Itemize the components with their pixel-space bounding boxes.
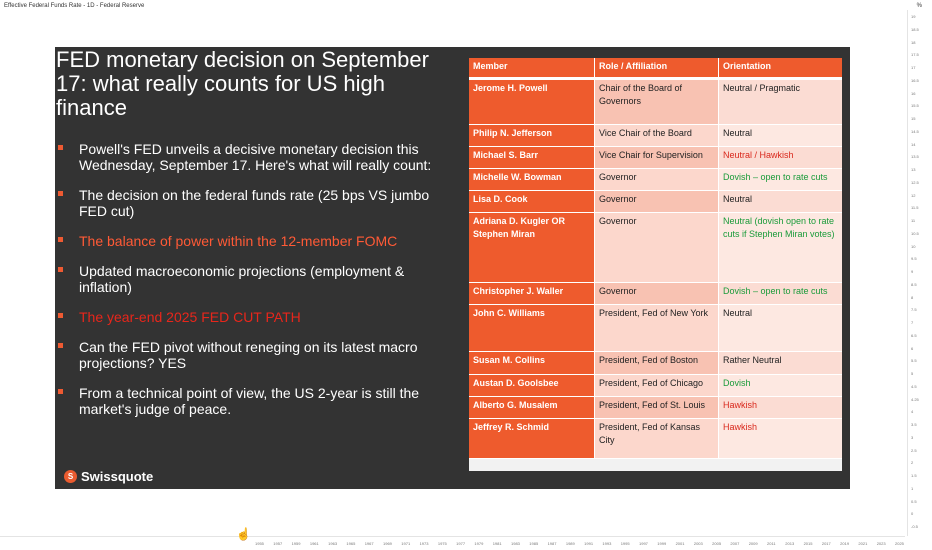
time-tick-label: 1995 [620,541,630,546]
price-tick-label: 9.5 [911,256,917,262]
table-row [469,283,842,305]
price-tick-label: 3 [911,434,914,440]
price-tick-label: 12.5 [911,179,919,185]
member-cell: Jeffrey R. Schmid [469,419,594,458]
price-tick-label: 13 [911,167,916,172]
bullet-item-highlight: The balance of power within the 12-member FOMC [55,233,455,249]
member-cell: Susan M. Collins [469,352,594,374]
table-header-row [469,58,842,80]
time-tick-label: 2017 [821,541,831,546]
price-tick-label: 10 [911,243,916,249]
time-axis-line [0,536,905,537]
role-cell: Chair of the Board of Governors [594,80,718,124]
bullet-list [55,141,455,431]
mouse-cursor-icon: ☝ [236,527,251,541]
time-tick-label: 1957 [273,541,283,546]
time-tick-label: 1961 [309,541,319,546]
table-row [469,305,842,352]
price-tick-label: 18.5 [911,26,919,32]
price-tick-label: 15 [911,116,916,121]
price-tick-label: 16 [911,90,916,96]
header-orientation: Orientation [718,58,842,79]
table-row [469,147,842,169]
time-tick-label: 2007 [730,541,740,546]
time-tick-label: 1959 [291,541,301,546]
time-tick-label: 2019 [840,541,850,546]
member-cell: Philip N. Jefferson [469,125,594,146]
header-member: Member [469,58,594,79]
price-tick-label: 4.5 [911,383,917,389]
axis-unit-label: % [916,3,922,9]
orientation-cell: Dovish – open to rate cuts [718,169,842,190]
member-cell: John C. Williams [469,305,594,351]
bullet-item: The decision on the federal funds rate (25 bps VS jumbo FED cut) [55,187,455,219]
time-tick-label: 1965 [346,541,356,546]
orientation-cell: Dovish – open to rate cuts [718,283,842,304]
price-tick-label: 15.5 [911,103,919,109]
bullet-item: Powell's FED unveils a decisive monetary decision this Wednesday, September 17. Here's what will really count: [55,141,455,173]
bullet-item: Updated macroeconomic projections (employment & inflation) [55,263,455,295]
price-tick-label: 12 [911,192,916,198]
member-cell: Alberto G. Musalem [469,397,594,418]
orientation-cell: Neutral [718,125,842,146]
price-tick-label: 3.5 [911,422,917,427]
orientation-cell: Hawkish [718,397,842,418]
time-tick-label: 1971 [401,541,411,546]
price-tick-label: 18 [911,39,916,45]
price-tick-label: 5.5 [911,358,917,364]
table-row [469,352,842,375]
table-row [469,397,842,419]
time-tick-label: 2021 [858,541,868,546]
table-row [469,213,842,283]
time-tick-label: 2023 [876,541,886,546]
role-cell: President, Fed of St. Louis [594,397,718,418]
slide-image [55,47,850,489]
time-tick-label: 2009 [748,541,758,546]
price-tick-label: 1 [911,485,914,491]
price-tick-label: 17.5 [911,52,919,58]
slide-title: FED monetary decision on September 17: what really counts for US high finance [56,47,429,120]
time-tick-label: 1993 [602,541,612,546]
role-cell: President, Fed of Kansas City [594,419,718,458]
member-cell: Austan D. Goolsbee [469,375,594,396]
role-cell: Vice Chair of the Board [594,125,718,146]
time-tick-label: 1973 [419,541,429,546]
time-tick-label: 1983 [511,541,520,546]
member-cell: Lisa D. Cook [469,191,594,212]
time-tick-label: 1985 [529,541,539,546]
time-tick-label: 1975 [437,541,447,546]
price-axis[interactable] [909,14,925,534]
role-cell: Governor [594,283,718,304]
price-tick-label: 11 [911,218,916,223]
price-tick-label: -0.5 [911,524,918,529]
time-tick-label: 2005 [712,541,722,546]
role-cell: Vice Chair for Supervision [594,147,718,168]
swissquote-logo-icon: S [64,470,77,483]
time-tick-label: 1955 [255,541,264,546]
role-cell: President, Fed of New York [594,305,718,351]
price-tick-label: 14.5 [911,128,919,134]
member-cell: Adriana D. Kugler OR Stephen Miran [469,213,594,282]
price-tick-label: 9 [911,269,914,274]
time-tick-label: 1969 [383,541,392,546]
table-row [469,191,842,213]
price-tick-label: 0 [911,511,914,517]
time-tick-label: 1981 [492,541,502,546]
time-tick-label: 2013 [785,541,795,546]
bullet-item: From a technical point of view, the US 2-year is still the market's judge of peace. [55,385,455,417]
header-role: Role / Affiliation [594,58,718,79]
member-cell: Christopher J. Waller [469,283,594,304]
member-cell: Michael S. Barr [469,147,594,168]
table-row [469,169,842,191]
orientation-cell: Hawkish [718,419,842,458]
price-tick-label: 8 [911,294,914,300]
price-tick-label: 4.25 [911,396,919,402]
price-tick-label: 17 [911,65,916,70]
orientation-cell: Neutral / Pragmatic [718,80,842,124]
role-cell: President, Fed of Boston [594,352,718,374]
orientation-cell: Neutral [718,305,842,351]
price-tick-label: 13.5 [911,154,919,160]
time-tick-label: 2011 [767,541,776,546]
price-axis-divider [907,10,908,536]
time-tick-label: 2003 [693,541,703,546]
price-tick-label: 4 [911,409,914,415]
role-cell: Governor [594,213,718,282]
price-tick-label: 6.5 [911,332,917,338]
orientation-cell: Neutral / Hawkish [718,147,842,168]
time-tick-label: 1963 [328,541,338,546]
orientation-cell: Rather Neutral [718,352,842,374]
time-tick-label: 2025 [895,541,904,546]
price-tick-label: 19 [911,14,916,19]
orientation-cell: Dovish [718,375,842,396]
price-tick-label: 10.5 [911,230,919,236]
time-tick-label: 1977 [456,541,466,546]
time-tick-label: 1967 [364,541,374,546]
table-row [469,125,842,147]
role-cell: Governor [594,191,718,212]
time-tick-label: 1989 [565,541,575,546]
price-tick-label: 14 [911,141,916,147]
price-tick-label: 8.5 [911,281,917,287]
time-tick-label: 1979 [474,541,484,546]
price-tick-label: 11.5 [911,205,919,211]
price-tick-label: 2.5 [911,447,917,453]
time-tick-label: 1991 [584,541,594,546]
price-tick-label: 2 [911,460,914,466]
price-tick-label: 5 [911,371,914,376]
price-tick-label: 7 [911,320,914,325]
time-tick-label: 1999 [657,541,667,546]
member-cell: Michelle W. Bowman [469,169,594,190]
role-cell: President, Fed of Chicago [594,375,718,396]
orientation-cell: Neutral [718,191,842,212]
table-row [469,80,842,125]
chart-title: Effective Federal Funds Rate - 1D - Federal Reserve [4,3,145,9]
time-tick-label: 1987 [547,541,557,546]
time-tick-label: 1997 [639,541,648,546]
table-row [469,375,842,397]
member-cell: Jerome H. Powell [469,80,594,124]
price-tick-label: 1.5 [911,473,917,478]
bullet-item-highlight: The year-end 2025 FED CUT PATH [55,309,455,325]
bullet-item: Can the FED pivot without reneging on its latest macro projections? YES [55,339,455,371]
price-tick-label: 7.5 [911,307,917,313]
price-tick-label: 16.5 [911,77,919,83]
time-axis[interactable] [255,541,905,549]
role-cell: Governor [594,169,718,190]
price-tick-label: 6 [911,345,914,351]
orientation-cell: Neutral (dovish open to rate cuts if Stephen Miran votes) [718,213,842,282]
swissquote-logo [64,469,153,484]
fomc-members-table [469,58,842,471]
time-tick-label: 2015 [803,541,813,546]
table-row [469,419,842,459]
time-tick-label: 2001 [675,541,685,546]
price-tick-label: 0.5 [911,498,917,504]
logo-text: Swissquote [81,469,154,484]
